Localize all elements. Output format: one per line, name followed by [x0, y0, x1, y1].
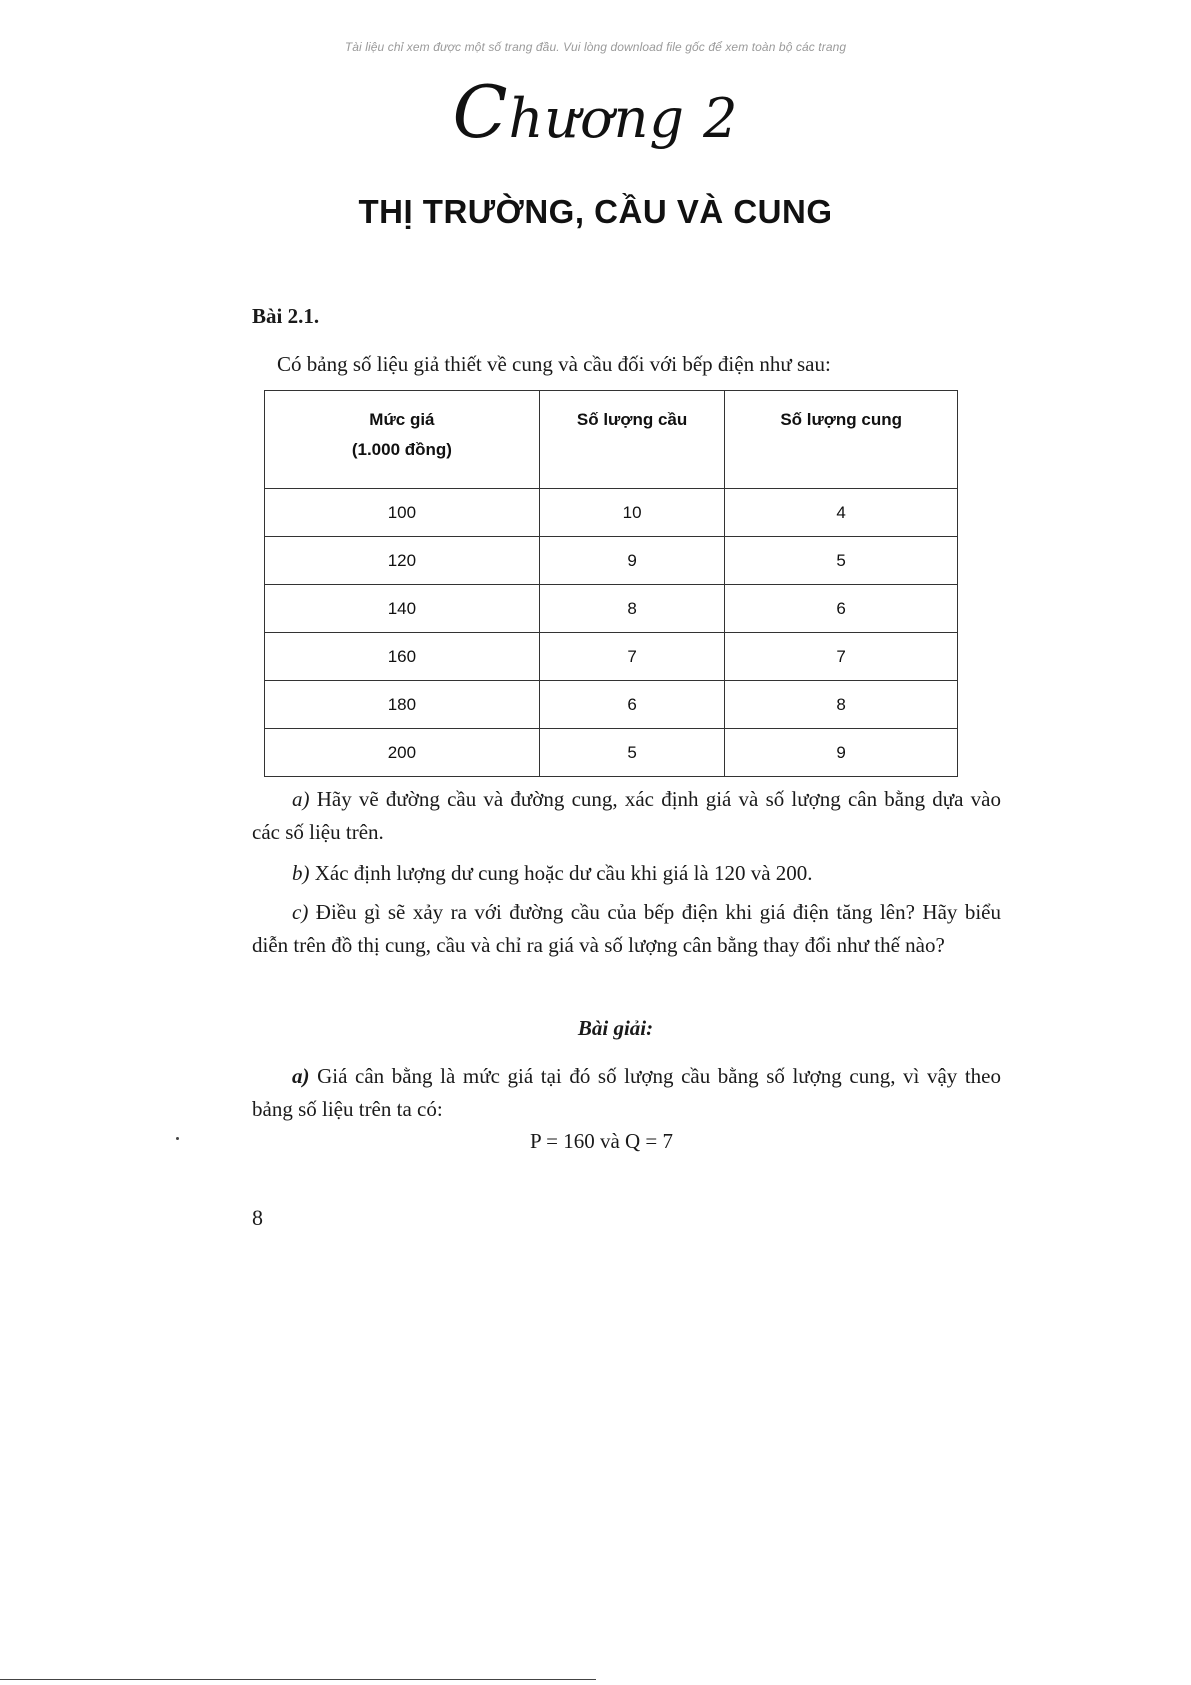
- chapter-initial: C: [452, 70, 509, 154]
- question-a-label: a): [292, 787, 310, 811]
- cell-price: 160: [265, 633, 540, 681]
- solution-a-label: a): [292, 1064, 310, 1088]
- cell-supply: 4: [725, 489, 958, 537]
- bottom-rule: [0, 1679, 596, 1680]
- chapter-heading: [0, 70, 1191, 154]
- question-b: [252, 857, 1001, 890]
- question-a-text: Hãy vẽ đường cầu và đường cung, xác định giá và số lượng cân bằng dựa vào các số liệu trên.: [252, 787, 1002, 844]
- cell-demand: 5: [539, 729, 725, 777]
- cell-demand: 7: [539, 633, 725, 681]
- cell-supply: 7: [725, 633, 958, 681]
- cell-price: 120: [265, 537, 540, 585]
- header-supply: Số lượng cung: [725, 391, 958, 489]
- watermark-notice: Tài liệu chỉ xem được một số trang đầu. Vui lòng download file gốc để xem toàn bộ các trang: [344, 40, 847, 54]
- cell-price: 100: [265, 489, 540, 537]
- table-row: [265, 489, 958, 537]
- cell-demand: 6: [539, 681, 725, 729]
- table-row: [265, 537, 958, 585]
- cell-supply: 8: [725, 681, 958, 729]
- question-b-label: b): [292, 861, 310, 885]
- page-title: THỊ TRƯỜNG, CẦU VÀ CUNG: [358, 193, 833, 230]
- solution-a-text: Giá cân bằng là mức giá tại đó số lượng cầu bằng số lượng cung, vì vậy theo bảng số liệu trên ta có:: [252, 1064, 1002, 1121]
- table-row: [265, 633, 958, 681]
- cell-price: 200: [265, 729, 540, 777]
- header-demand: Số lượng cầu: [539, 391, 725, 489]
- page-number: 8: [252, 1205, 263, 1230]
- exercise-intro: Có bảng số liệu giả thiết về cung và cầu đối với bếp điện như sau:: [277, 352, 831, 376]
- question-c-text: Điều gì sẽ xảy ra với đường cầu của bếp điện khi giá điện tăng lên? Hãy biểu diễn trên đồ thị cung, cầu và chỉ ra giá và số lượng cân bằng thay đổi như thế nào?: [252, 900, 1002, 957]
- cell-price: 140: [265, 585, 540, 633]
- table-row: [265, 729, 958, 777]
- header-price-line2: (1.000 đồng): [351, 440, 452, 459]
- table-header-row: [265, 391, 958, 489]
- solution-a: [252, 1060, 1001, 1126]
- cell-price: 180: [265, 681, 540, 729]
- table-row: [265, 681, 958, 729]
- cell-supply: 5: [725, 537, 958, 585]
- question-a: [252, 783, 1001, 849]
- cell-supply: 9: [725, 729, 958, 777]
- header-price-line1: Mức giá: [369, 410, 435, 429]
- question-c: [252, 896, 1001, 962]
- cell-demand: 10: [539, 489, 725, 537]
- equilibrium-result: P = 160 và Q = 7: [529, 1129, 674, 1153]
- question-c-label: c): [292, 900, 309, 924]
- cell-supply: 6: [725, 585, 958, 633]
- header-price: [265, 391, 540, 489]
- solution-title: Bài giải:: [577, 1016, 654, 1040]
- question-b-text: Xác định lượng dư cung hoặc dư cầu khi giá là 120 và 200.: [314, 861, 813, 885]
- exercise-title: Bài 2.1.: [252, 304, 320, 328]
- cell-demand: 8: [539, 585, 725, 633]
- scan-speck: [176, 1137, 179, 1140]
- supply-demand-table: [264, 390, 958, 777]
- chapter-rest: hương 2: [508, 87, 739, 150]
- cell-demand: 9: [539, 537, 725, 585]
- table-row: [265, 585, 958, 633]
